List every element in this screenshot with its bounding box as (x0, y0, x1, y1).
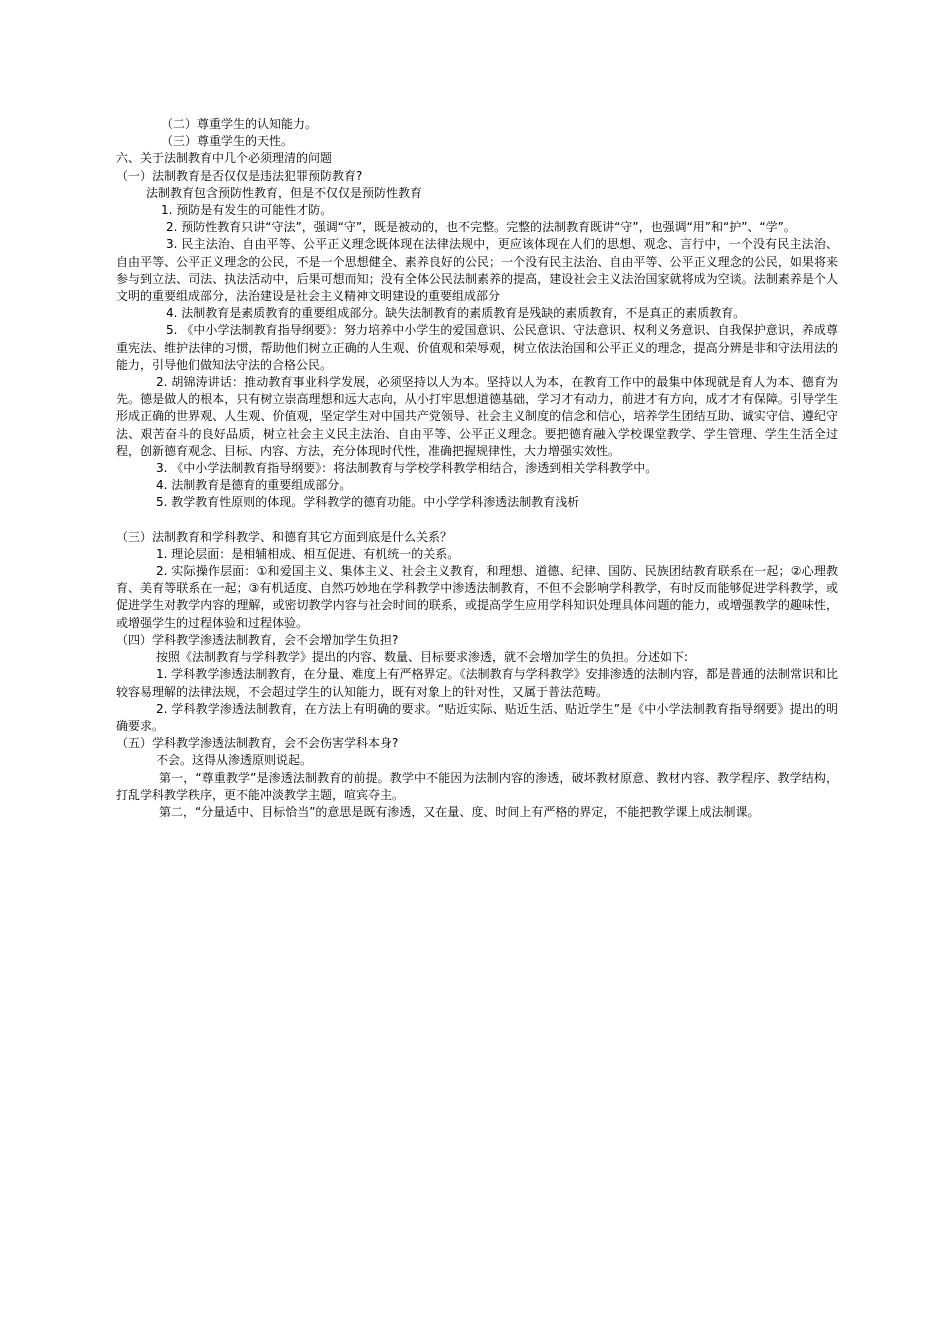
point-teaching-principle: 5. 教学教育性原则的体现。学科教学的德育功能。中小学学科渗透法制教育浅析 (156, 495, 580, 510)
point-4: 4. 法制教育是素质教育的重要组成部分。缺失法制教育的素质教育是残缺的素质教育，不是真正的素质教育。 (166, 306, 746, 321)
question-heading-one: （一）法制教育是否仅仅是违法犯罪预防教育? (116, 168, 363, 183)
point-guideline-integration: 3. 《中小学法制教育指导纲要》：将法制教育与学校学科教学相结合，渗透到相关学科教学中。 (156, 461, 658, 476)
question-heading-three: （三）法制教育和学科教学、和德育其它方面到底是什么关系？ (116, 529, 453, 544)
question-heading-four: （四）学科教学渗透法制教育，会不会增加学生负担? (116, 632, 399, 647)
document-body (116, 116, 838, 821)
point-hu-speech: 2. 胡锦涛讲话：推动教育事业科学发展，必须坚持以人为本。坚持以人为本，在教育工作中的最集中体现就是育人为本、德育为先。德是做人的根本，只有树立崇高理想和远大志向，从小打牢思想道德基础，学习才有动力，前进才有方向，成才才有保障。引导学生形成正确的世界观、人生观、价值观，坚定学生对中国共产党领导、社会主义制度的信念和信心，培养学生团结互助、诚实守信、遵纪守法、艰苦奋斗的良好品质，树立社会主义民主法治、自由平等、公平正义理念。要把德育融入学校课堂教学、学生管理、学生生活全过程，创新德育观念、目标、内容、方法，充分体现时代性，准确把握规律性，大力增强实效性。 (116, 375, 838, 458)
point-moral-education: 4. 法制教育是德育的重要组成部分。 (156, 478, 352, 493)
principle-first: 第一，“尊重教学”是渗透法制教育的前提。教学中不能因为法制内容的渗透，破坏教材原意、教材内容、教学程序、教学结构，打乱学科教学秩序，更不能冲淡教学主题，喧宾夺主。 (116, 770, 838, 802)
point-2: 2. 预防性教育只讲“守法”，强调“守”，既是被动的，也不完整。完整的法制教育既讲“守”，也强调“用”和“护”、“学”。 (166, 220, 796, 235)
question-heading-five: （五）学科教学渗透法制教育，会不会伤害学科本身? (116, 736, 399, 751)
item-respect-nature: （三）尊重学生的天性。 (161, 134, 294, 149)
relation-practice: 2. 实际操作层面：①和爱国主义、集体主义、社会主义教育，和理想、道德、纪律、国防、民族团结教育联系在一起；②心理教育、美育等联系在一起；③有机适度、自然巧妙地在学科教学中渗透法制教育，不但不会影响学科教学，有时反而能够促进学科教学，或促进学生对教学内容的理解，或密切教学内容与社会时间的联系，或提高学生应用学科知识处理具体问题的能力，或增强教学的趣味性，或增强学生的过程体验和过程体验。 (116, 564, 838, 630)
point-5: 5. 《中小学法制教育指导纲要》：努力培养中小学生的爱国意识、公民意识、守法意识、权利义务意识、自我保护意识，养成尊重宪法、维护法律的习惯，帮助他们树立正确的人生观、价值观和荣辱观，树立依法治国和公平正义的理念，提高分辨是非和守法用法的能力，引导他们做知法守法的合格公民。 (116, 323, 838, 372)
blank-line (116, 512, 838, 529)
burden-point-2: 2. 学科教学渗透法制教育，在方法上有明确的要求。“贴近实际、贴近生活、贴近学生”是《中小学法制教育指导纲要》提出的明确要求。 (116, 701, 838, 733)
harm-answer: 不会。这得从渗透原则说起。 (156, 753, 313, 768)
principle-second: 第二，“分量适中、目标恰当”的意思是既有渗透，又在量、度、时间上有严格的界定，不能把教学课上成法制课。 (159, 804, 760, 819)
point-3: 3. 民主法治、自由平等、公平正义理念既体现在法律法规中，更应该体现在人们的思想、观念、言行中，一个没有民主法治、自由平等、公平正义理念的公民，不是一个思想健全、素养良好的公民；一个没有民主法治、自由平等、公平正义理念的公民，如果将来参与到立法、司法、执法活动中，后果可想而知；没有全体公民法制素养的提高，建设社会主义法治国家就将成为空谈。法制素养是个人文明的重要组成部分，法治建设是社会主义精神文明建设的重要组成部分 (116, 237, 838, 304)
burden-point-1: 1. 学科教学渗透法制教育，在分量、难度上有严格界定。《法制教育与学科教学》安排渗透的法制内容，都是普通的法制常识和比较容易理解的法律法规，不会超过学生的认知能力，既有对象上的针对性，又属于普法范畴。 (116, 667, 838, 699)
relation-theory: 1. 理论层面：是相辅相成、相互促进、有机统一的关系。 (156, 546, 460, 561)
burden-answer: 按照《法制教育与学科教学》提出的内容、数量、目标要求渗透，就不会增加学生的负担。分述如下: (156, 650, 689, 665)
answer-lead: 法制教育包含预防性教育，但是不仅仅是预防性教育 (146, 185, 423, 200)
section-heading-six: 六、关于法制教育中几个必须理清的问题 (116, 151, 333, 166)
item-respect-cognition: （二）尊重学生的认知能力。 (161, 117, 318, 131)
point-1: 1. 预防是有发生的可能性才防。 (161, 203, 333, 218)
